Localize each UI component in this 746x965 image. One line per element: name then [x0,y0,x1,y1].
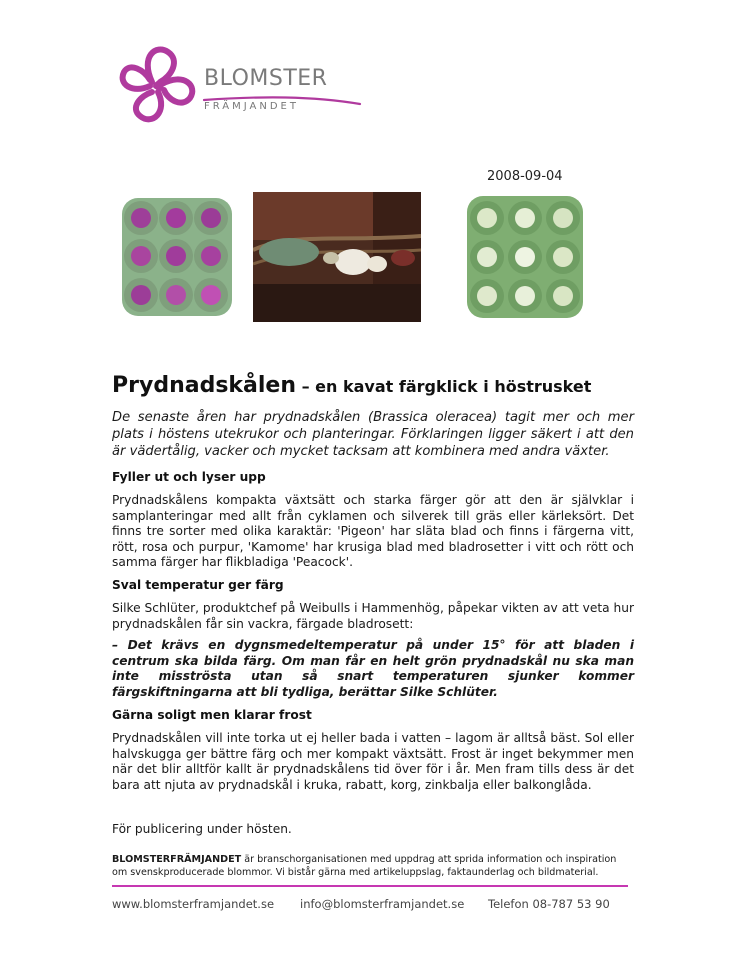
footer-org-text: är branschorganisationen med uppdrag att sprida information och inspiration om svenskproducerade blommor. Vi bistår gärna med artikeluppslag, faktaunderlag och bildmaterial. [112,854,617,878]
footer-email-link[interactable]: info@blomsterframjandet.se [300,897,465,911]
purple-kale-grid-photo [116,192,237,322]
article-title [112,373,642,398]
section-body-2: Silke Schlüter, produktchef på Weibulls i Hammenhög, påpekar vikten av att veta hur prydnadskålen får sin vackra, färgade bladrosett: [112,601,634,631]
section-body-1: Prydnadskålens kompakta växtsätt och starka färger gör att den är självklar i samplanteringar med allt från cyklamen och silverek till gräs eller kärleksört. Det finns tre sorter med olika karaktär: 'Pigeon' har släta blad och finns i färgerna vitt, rött, rosa och purpur, 'Kamome' har krusiga blad med bladrosetter i vitt och rött och samma färger har flikbladiga 'Peacock'. [112,493,634,570]
publish-note: För publicering under hösten. [112,822,292,836]
section-body-3: Prydnadskålen vill inte torka ut ej heller bada i vatten – lagom är alltså bäst. Sol eller halvskugga ger bättre färg och mer kompakt växtsätt. Frost är inget bekymmer men när det blir alltför kallt är prydnadskålens tid över för i år. Men fram tills dess är det bara att njuta av prydnadskål i kruka, rabatt, korg, zinkbalja eller balkonglåda. [112,731,634,792]
white-green-kale-grid-photo [463,192,587,322]
footer-about [112,853,632,879]
article-lead: De senaste åren har prydnadskålen (Brassica oleracea) tagit mer och mer plats i höstens utekrukor och planteringar. Förklaringen ligger säkert i att den är vädertålig, vacker och mycket tacksam att kombinera med andra växter. [112,410,634,459]
section-heading-2: Sval temperatur ger färg [112,578,284,592]
footer-website-link[interactable]: www.blomsterframjandet.se [112,897,275,911]
footer-phone: Telefon 08-787 53 90 [488,897,610,911]
flower-logo-icon [112,42,208,132]
section-heading-3: Gärna soligt men klarar frost [112,708,312,722]
section-heading-1: Fyller ut och lyser upp [112,470,266,484]
logo-wordmark: BLOMSTER [204,66,328,91]
section-quote-2: – Det krävs en dygnsmedeltemperatur på under 15° för att bladen i centrum ska bilda färg. Om man får en helt grön prydnadskål nu ska man inte misströsta utan så snart temperaturen sjunker kommer färgskiftningarna att bli tydliga, berättar Silke Schlüter. [112,638,634,699]
title-tagline: – en kavat färgklick i höstrusket [296,377,592,396]
autumn-pumpkin-arrangement-photo [253,192,421,322]
footer-org-name: BLOMSTERFRÄMJANDET [112,854,242,865]
footer-divider [112,885,628,887]
document-date: 2008-09-04 [487,169,563,184]
title-main: Prydnadskålen [112,373,297,398]
blomsterframjandet-logo [112,42,362,132]
logo-subtitle: FRÄMJANDET [204,101,299,112]
